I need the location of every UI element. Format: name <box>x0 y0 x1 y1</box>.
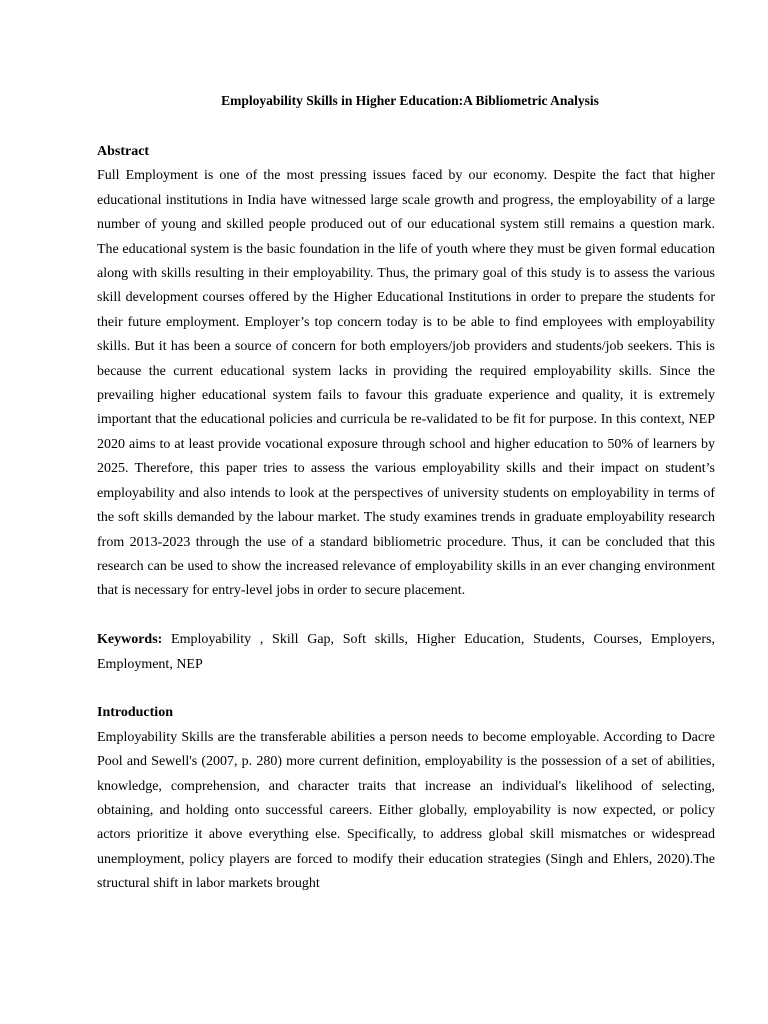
keywords-paragraph <box>97 628 715 677</box>
keywords-text: Employability , Skill Gap, Soft skills, Higher Education, Students, Courses, Employers, Employment, NEP <box>97 632 715 672</box>
spacer <box>97 677 715 701</box>
spacer <box>97 110 715 140</box>
keywords-label: Keywords: <box>97 632 163 648</box>
document-page <box>97 92 715 897</box>
introduction-text: Employability Skills are the transferable abilities a person needs to become employable. According to Dacre Pool and Sewell's (2007, p. 280) more current definition, employability is the possession of a set of abilities, knowledge, comprehension, and character traits that increase an individual's likelihood of selecting, obtaining, and holding onto successful careers. Either globally, employability is now expected, or policy actors prioritize it above everything else. Specifically, to address global skill mismatches or widespread unemployment, policy players are forced to modify their education strategies (Singh and Ehlers, 2020).The structural shift in labor markets brought <box>97 729 715 892</box>
paper-title: Employability Skills in Higher Education:A Bibliometric Analysis <box>221 93 599 108</box>
spacer <box>97 604 715 628</box>
abstract-heading: Abstract <box>97 144 150 159</box>
introduction-heading: Introduction <box>97 705 173 721</box>
abstract-text: Full Employment is one of the most pressing issues faced by our economy. Despite the fact that higher educational institutions in India have witnessed large scale growth and progress, the employability of a large number of young and skilled people produced out of our educational system still remains a question mark. The educational system is the basic foundation in the life of youth where they must be given formal education along with skills resulting in their employability. Thus, the primary goal of this study is to assess the various skill development courses offered by the Higher Educational Institutions in order to prepare the students for their future employment. Employer’s top concern today is to be able to find employees with employability skills. But it has been a source of concern for both employers/job providers and students/job seekers. This is because the current educational system lacks in providing the required employability skills. Since the prevailing higher educational system fails to favour this graduate experience and quality, it is extremely important that the educational policies and curricula be re-validated to be fit for purpose. In this context, NEP 2020 aims to at least provide vocational exposure through school and higher education to 50% of learners by 2025. Therefore, this paper tries to assess the various employability skills and their impact on student’s employability and also intends to look at the perspectives of university students on employability in terms of the soft skills demanded by the labour market. The study examines trends in graduate employability research from 2013-2023 through the use of a standard bibliometric procedure. Thus, it can be concluded that this research can be used to show the increased relevance of employability skills in an ever changing environment that is necessary for entry-level jobs in order to secure placement. <box>97 168 715 599</box>
